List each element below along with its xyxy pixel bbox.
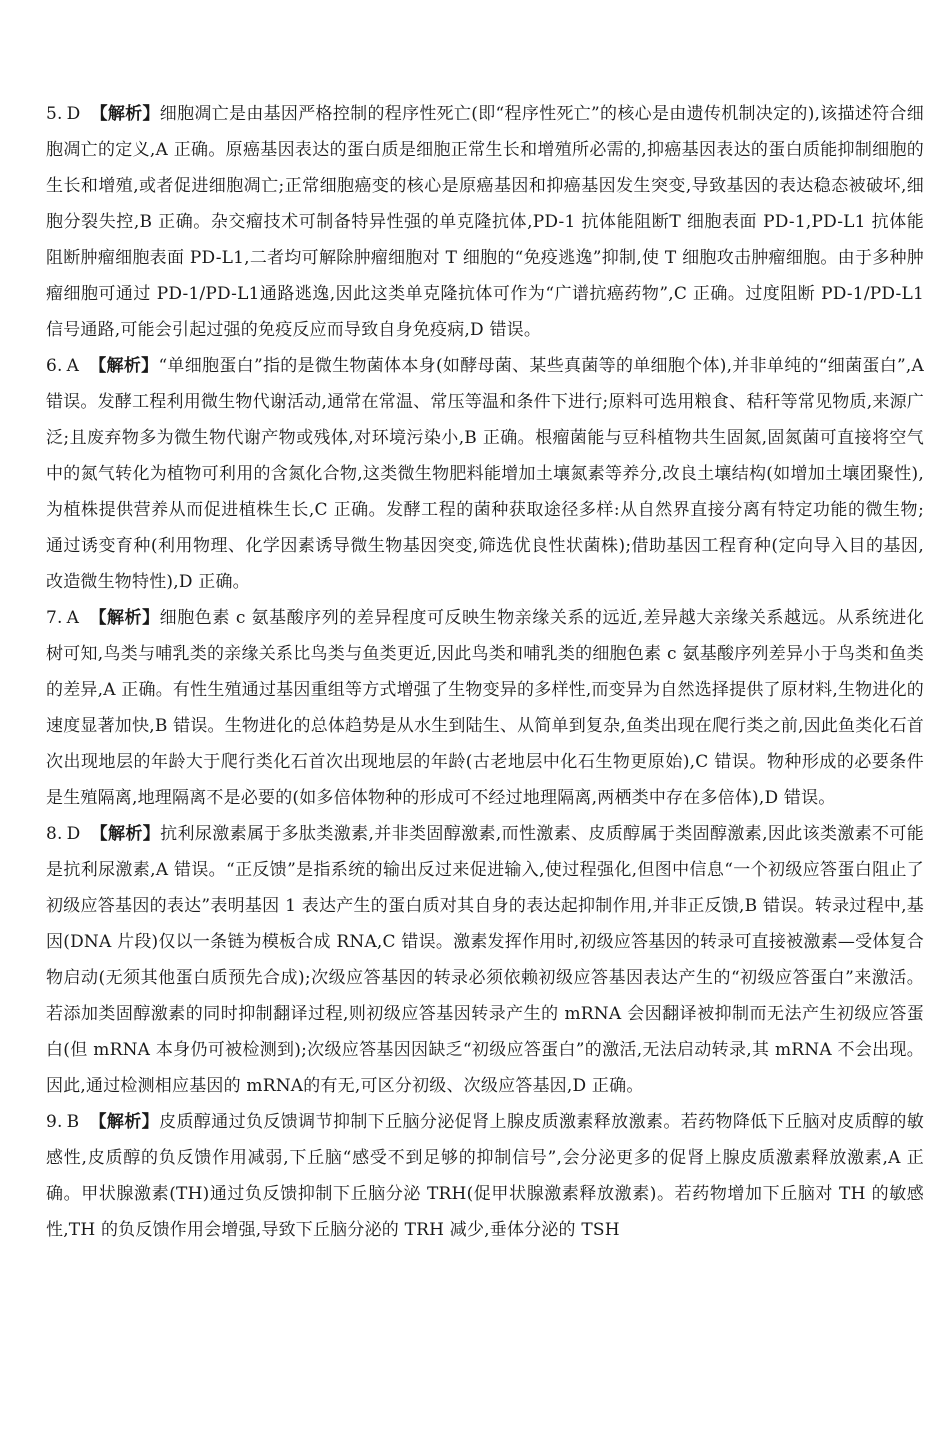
question-number: 8. — [46, 824, 63, 844]
answer-letter: D — [66, 104, 81, 124]
question-number: 5. — [46, 104, 63, 124]
answer-letter: A — [66, 608, 80, 628]
question-number: 9. — [46, 1112, 63, 1132]
analysis-text: 抗利尿激素属于多肽类激素,并非类固醇激素,而性激素、皮质醇属于类固醇激素,因此该类激素不可能是抗利尿激素,A 错误。“正反馈”是指系统的输出反过来促进输入,使过程强化,但图中信息“一个初级应答蛋白阻止了初级应答基因的表达”表明基因 1 表达产生的蛋白质对其自身的表达起抑制作用,并非正反馈,B 错误。转录过程中,基因(DNA 片段)仅以一条链为模板合成 RNA,C 错误。激素发挥作用时,初级应答基因的转录可直接被激素—受体复合物启动(无须其他蛋白质预先合成);次级应答基因的转录必须依赖初级应答基因表达产生的“初级应答蛋白”来激活。若添加类固醇激素的同时抑制翻译过程,则初级应答基因转录产生的 mRNA 会因翻译被抑制而无法产生初级应答蛋白(但 mRNA 本身仍可被检测到);次级应答基因因缺乏“初级应答蛋白”的激活,无法启动转录,其 mRNA 不会出现。因此,通过检测相应基因的 mRNA的有无,可区分初级、次级应答基因,D 正确。 — [46, 824, 924, 1096]
answer-item-6 — [46, 348, 924, 600]
answer-item-8 — [46, 816, 924, 1104]
answer-item-7 — [46, 600, 924, 816]
question-number: 6. — [46, 356, 63, 376]
answer-letter: B — [66, 1112, 80, 1132]
answer-item-9 — [46, 1104, 924, 1248]
answer-letter: A — [66, 356, 80, 376]
analysis-text: 细胞凋亡是由基因严格控制的程序性死亡(即“程序性死亡”的核心是由遗传机制决定的),该描述符合细胞凋亡的定义,A 正确。原癌基因表达的蛋白质是细胞正常生长和增殖所必需的,抑癌基因表达的蛋白质能抑制细胞的生长和增殖,或者促进细胞凋亡;正常细胞癌变的核心是原癌基因和抑癌基因发生突变,导致基因的表达稳态被破坏,细胞分裂失控,B 正确。杂交瘤技术可制备特异性强的单克隆抗体,PD-1 抗体能阻断T 细胞表面 PD-1,PD-L1 抗体能阻断肿瘤细胞表面 PD-L1,二者均可解除肿瘤细胞对 T 细胞的“免疫逃逸”抑制,使 T 细胞攻击肿瘤细胞。由于多种肿瘤细胞可通过 PD-1/PD-L1通路逃逸,因此这类单克隆抗体可作为“广谱抗癌药物”,C 正确。过度阻断 PD-1/PD-L1 信号通路,可能会引起过强的免疫反应而导致自身免疫病,D 错误。 — [46, 104, 924, 340]
analysis-tag: 【解析】 — [89, 356, 159, 376]
analysis-tag: 【解析】 — [89, 1112, 160, 1132]
analysis-text: 细胞色素 c 氨基酸序列的差异程度可反映生物亲缘关系的远近,差异越大亲缘关系越远。从系统进化树可知,鸟类与哺乳类的亲缘关系比鸟类与鱼类更近,因此鸟类和哺乳类的细胞色素 c 氨基酸序列差异小于鸟类和鱼类的差异,A 正确。有性生殖通过基因重组等方式增强了生物变异的多样性,而变异为自然选择提供了原材料,生物进化的速度显著加快,B 错误。生物进化的总体趋势是从水生到陆生、从简单到复杂,鱼类出现在爬行类之前,因此鱼类化石首次出现地层的年龄大于爬行类化石首次出现地层的年龄(古老地层中化石生物更原始),C 错误。物种形成的必要条件是生殖隔离,地理隔离不是必要的(如多倍体物种的形成可不经过地理隔离,两栖类中存在多倍体),D 错误。 — [46, 608, 924, 808]
question-number: 7. — [46, 608, 63, 628]
analysis-text: 皮质醇通过负反馈调节抑制下丘脑分泌促肾上腺皮质激素释放激素。若药物降低下丘脑对皮质醇的敏感性,皮质醇的负反馈作用减弱,下丘脑“感受不到足够的抑制信号”,会分泌更多的促肾上腺皮质激素释放激素,A 正确。甲状腺激素(TH)通过负反馈抑制下丘脑分泌 TRH(促甲状腺激素释放激素)。若药物增加下丘脑对 TH 的敏感性,TH 的负反馈作用会增强,导致下丘脑分泌的 TRH 减少,垂体分泌的 TSH — [46, 1112, 924, 1240]
analysis-tag: 【解析】 — [89, 608, 160, 628]
analysis-tag: 【解析】 — [90, 104, 160, 124]
analysis-text: “单细胞蛋白”指的是微生物菌体本身(如酵母菌、某些真菌等的单细胞个体),并非单纯的“细菌蛋白”,A 错误。发酵工程利用微生物代谢活动,通常在常温、常压等温和条件下进行;原料可选用粮食、秸秆等常见物质,来源广泛;且废弃物多为微生物代谢产物或残体,对环境污染小,B 正确。根瘤菌能与豆科植物共生固氮,固氮菌可直接将空气中的氮气转化为植物可利用的含氮化合物,这类微生物肥料能增加土壤氮素等养分,改良土壤结构(如增加土壤团聚性),为植株提供营养从而促进植株生长,C 正确。发酵工程的菌种获取途径多样:从自然界直接分离有特定功能的微生物;通过诱变育种(利用物理、化学因素诱导微生物基因突变,筛选优良性状菌株);借助基因工程育种(定向导入目的基因,改造微生物特性),D 正确。 — [46, 356, 924, 592]
answer-item-5 — [46, 96, 924, 348]
answer-letter: D — [66, 824, 81, 844]
analysis-tag: 【解析】 — [90, 824, 161, 844]
